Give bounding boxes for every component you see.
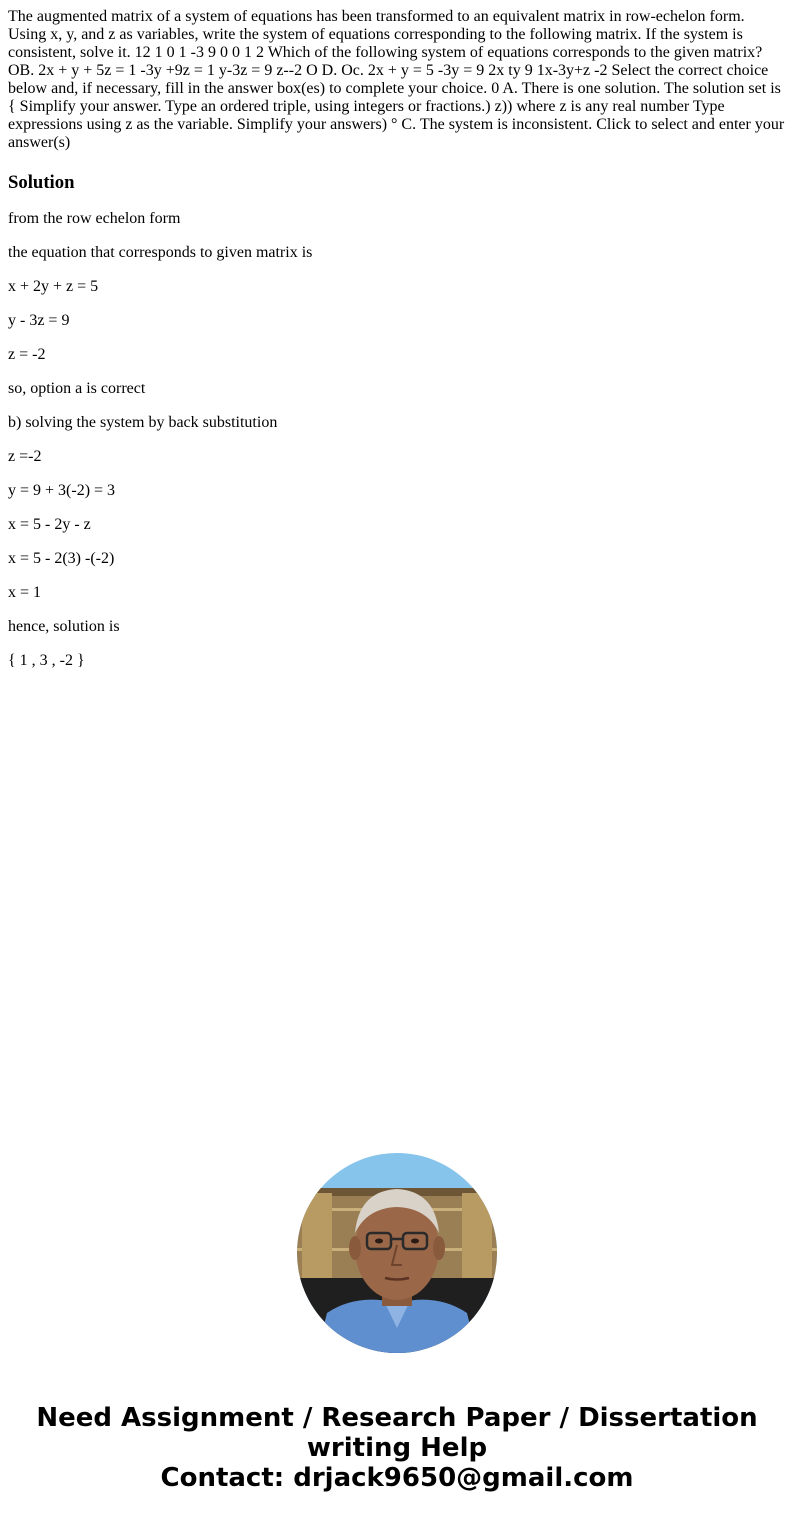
solution-step: so, option a is correct bbox=[8, 380, 146, 397]
author-photo bbox=[297, 1153, 497, 1353]
solution-heading: Solution bbox=[8, 172, 75, 193]
solution-step: z = -2 bbox=[8, 346, 46, 363]
solution-step: x = 5 - 2y - z bbox=[8, 516, 91, 533]
solution-step: hence, solution is bbox=[8, 618, 120, 635]
promo-contact: Contact: drjack9650@gmail.com bbox=[160, 1463, 634, 1493]
solution-step: { 1 , 3 , -2 } bbox=[8, 652, 85, 669]
solution-step: x = 5 - 2(3) -(-2) bbox=[8, 550, 115, 567]
solution-step: b) solving the system by back substitution bbox=[8, 414, 278, 431]
page-content bbox=[8, 8, 786, 686]
promo-line-2: writing Help bbox=[306, 1433, 488, 1463]
solution-step: x + 2y + z = 5 bbox=[8, 278, 99, 295]
solution-step: y - 3z = 9 bbox=[8, 312, 70, 329]
question-text: The augmented matrix of a system of equations has been transformed to an equivalent matrix in row-echelon form. Using x, y, and z as variables, write the system of equations corresponding to the following matrix. If the system is consistent, solve it. 12 1 0 1 -3 9 0 0 1 2 Which of the following system of equations corresponds to the given matrix? OB. 2x + y + 5z = 1 -3y +9z = 1 y-3z = 9 z--2 O D. Oc. 2x + y = 5 -3y = 9 2x ty 9 1x-3y+z -2 Select the correct choice below and, if necessary, fill in the answer box(es) to complete your choice. 0 A. There is one solution. The solution set is { Simplify your answer. Type an ordered triple, using integers or fractions.) z)) where z is any real number Type expressions using z as the variable. Simplify your answers) ° C. The system is inconsistent. Click to select and enter your answer(s) bbox=[8, 8, 785, 151]
solution-step: z =-2 bbox=[8, 448, 42, 465]
solution-step: y = 9 + 3(-2) = 3 bbox=[8, 482, 116, 499]
solution-steps bbox=[8, 210, 786, 670]
solution-step: x = 1 bbox=[8, 584, 42, 601]
solution-step: the equation that corresponds to given matrix is bbox=[8, 244, 313, 261]
promo-line-1: Need Assignment / Research Paper / Dissertation bbox=[36, 1403, 758, 1433]
promo-banner bbox=[0, 1403, 794, 1493]
solution-step: from the row echelon form bbox=[8, 210, 181, 227]
